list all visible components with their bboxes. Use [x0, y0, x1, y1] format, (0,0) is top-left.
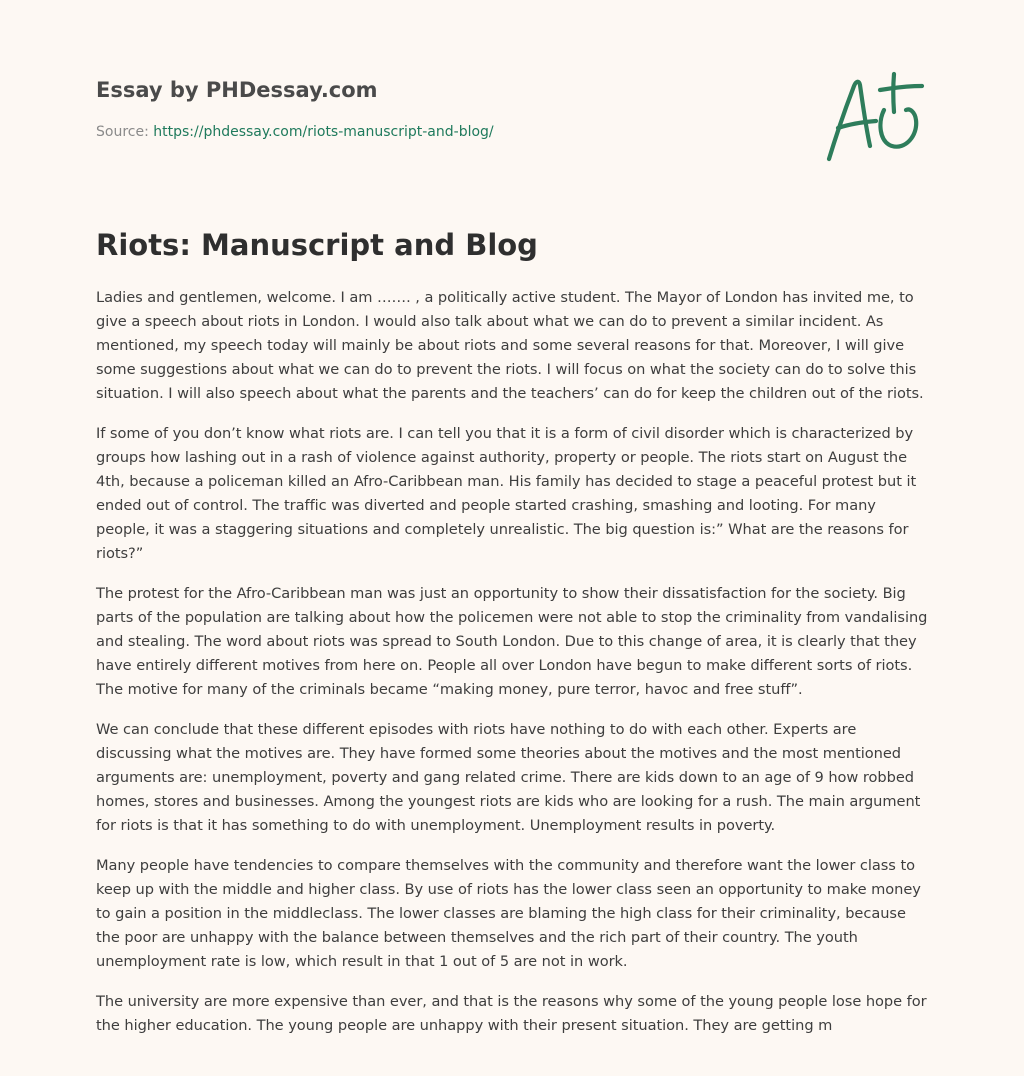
- source-label: Source:: [96, 124, 154, 140]
- paragraph: Many people have tendencies to compare themselves with the community and therefore want the lower class to keep up with the middle and higher class. By use of riots has the lower class seen an opportunity to make money to gain a position in the middleclass. The lower classes are blaming the high class for their criminality, because the poor are unhappy with the balance between themselves and the rich part of their country. The youth unemployment rate is low, which result in that 1 out of 5 are not in work.: [96, 857, 921, 970]
- essay-body: [96, 286, 932, 1054]
- essay-title: Riots: Manuscript and Blog: [96, 228, 538, 262]
- source-line: [96, 123, 796, 141]
- source-link[interactable]: https://phdessay.com/riots-manuscript-and-blog/: [153, 124, 494, 140]
- essay-header: [96, 76, 796, 141]
- paragraph: The university are more expensive than ever, and that is the reasons why some of the young people lose hope for the higher education. The young people are unhappy with their present situation. They are getting m: [96, 993, 927, 1034]
- paragraph: We can conclude that these different episodes with riots have nothing to do with each other. Experts are discussing what the motives are. They have formed some theories about the motives and the most mentioned arguments are: unemployment, poverty and gang related crime. There are kids down to an age of 9 how robbed homes, stores and businesses. Among the youngest riots are kids who are looking for a rush. The main argument for riots is that it has something to do with unemployment. Unemployment results in poverty.: [96, 721, 921, 834]
- paragraph: Ladies and gentlemen, welcome. I am ……. , a politically active student. The Mayor of London has invited me, to give a speech about riots in London. I would also talk about what we can do to prevent a similar incident. As mentioned, my speech today will mainly be about riots and some several reasons for that. Moreover, I will give some suggestions about what we can do to prevent the riots. I will focus on what the society can do to solve this situation. I will also speech about what the parents and the teachers’ can do for keep the children out of the riots.: [96, 289, 924, 402]
- paragraph: If some of you don’t know what riots are. I can tell you that it is a form of civil disorder which is characterized by groups how lashing out in a rash of violence against authority, property or people. The riots start on August the 4th, because a policeman killed an Afro-Caribbean man. His family has decided to stage a peaceful protest but it ended out of control. The traffic was diverted and people started crashing, smashing and looting. For many people, it was a staggering situations and completely unrealistic. The big question is:” What are the reasons for riots?”: [96, 425, 917, 562]
- a-plus-grade-icon: [822, 66, 928, 166]
- brand-title: Essay by PHDessay.com: [96, 78, 378, 102]
- paragraph: The protest for the Afro-Caribbean man was just an opportunity to show their dissatisfaction for the society. Big parts of the population are talking about how the policemen were not able to stop the criminality from vandalising and stealing. The word about riots was spread to South London. Due to this change of area, it is clearly that they have entirely different motives from here on. People all over London have begun to make different sorts of riots. The motive for many of the criminals became “making money, pure terror, havoc and free stuff”.: [96, 585, 928, 698]
